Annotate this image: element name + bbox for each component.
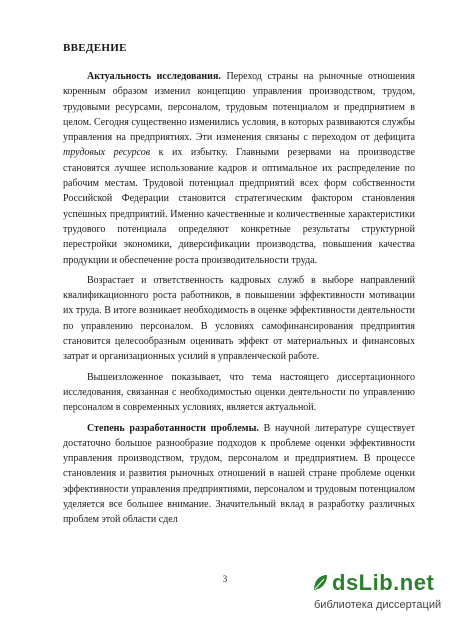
paragraph-problem-degree: [63, 421, 415, 528]
watermark-tagline: библиотека диссертаций: [314, 599, 442, 611]
page-number: 3: [222, 574, 228, 584]
watermark[interactable]: [310, 570, 444, 616]
paragraph-text: Переход страны на рыночные отношения коренным образом изменил концепцию управления производством, трудом, трудовыми ресурсами, персоналом, трудовым потенциалом и предприятием в целом. Сегодня существенно изменились условия, в которых развиваются службы управления на предприятиях. Эти изменения связаны с переходом от дефицита: [63, 71, 416, 144]
document-body: [63, 69, 415, 533]
paragraph-text: Вышеизложенное показывает, что тема настоящего диссертационного исследования, связанная с необходимостью оценки деятельности по управлению персоналом в современных условиях, является актуальной.: [63, 371, 415, 414]
paragraph-lead: Актуальность исследования.: [87, 71, 221, 82]
leaf-icon: [312, 574, 328, 592]
paragraph-responsibility: [63, 273, 415, 365]
paragraph-text: Возрастает и ответственность кадровых служб в выборе направлений квалификационного роста работников, в повышении эффективности мотивации их труда. В итоге возникает необходимость в оценке эффективности деятельности по управлению персоналом. В условиях самофинансирования предприятия становится целесообразным оценивать эффект от материальных и финансовых затрат и организационных усилий в управленческой работе.: [63, 274, 415, 363]
page-title: ВВЕДЕНИЕ: [63, 42, 127, 54]
paragraph-text: В научной литературе существует достаточно большое разнообразие подходов к проблеме оценки эффективности управления производством, трудом, персоналом и предприятием. В процессе становления и развития рыночных отношений в нашей стране проблеме оценки эффективности управления предприятиями, персоналом и трудовым потенциалом уделяется все большее внимание. Значительный вклад в разработку различных проблем этой области сдел: [63, 422, 415, 526]
paragraph-conclusion: [63, 370, 415, 416]
paragraph-lead: Степень разработанности проблемы.: [87, 422, 259, 434]
watermark-logo: dsLib.net: [332, 570, 435, 595]
paragraph-relevance: [63, 69, 415, 268]
paragraph-text-tail: к их избытку. Главными резервами на производстве становятся лучшее использование кадров и оптимальное их распределение по рабочим местам. Трудовой потенциал предприятий всех форм собственности Российской Федерации становится стратегическим фактором становления успешных предприятий. Именно качественные и количественные характеристики трудового потенциала определяют конкретные результаты структурной перестройки экономики, диверсификации производства, повышения качества продукции и обеспечение роста производительности труда.: [63, 147, 415, 266]
paragraph-italic: трудовых ресурсов: [63, 147, 151, 159]
